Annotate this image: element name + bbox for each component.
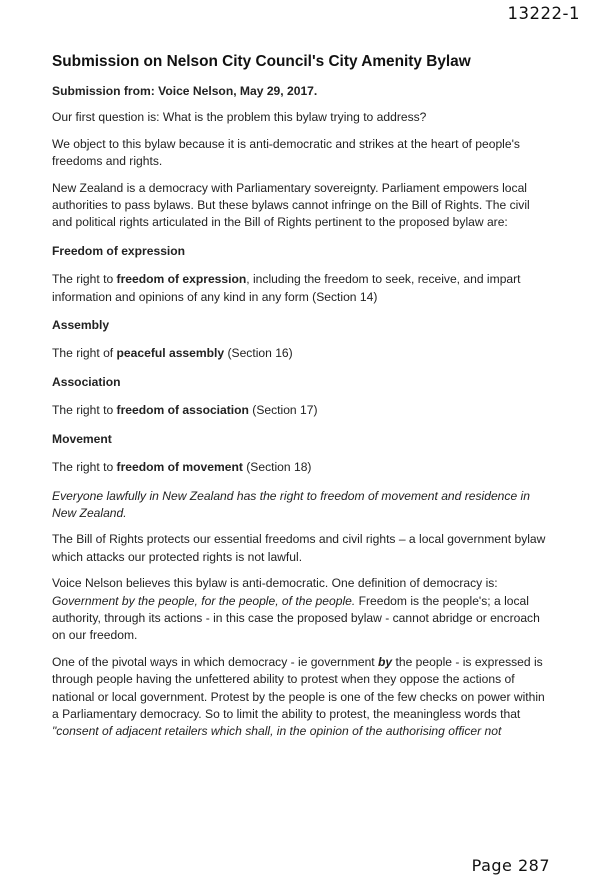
pivotal-text-mid: the people - is expressed is through people having the unfettered ability to protest when they oppose the actions of national or local government. Protest by the people is one of the few checks on power within a Parliamentary democracy. So to limit the ability to protest, the meaningless words that [52, 654, 545, 721]
paragraph-bill-of-rights: The Bill of Rights protects our essential freedoms and civil rights – a local government bylaw which attacks our protected rights is not lawful. [52, 532, 546, 564]
assembly-text-pre: The right of [52, 346, 117, 361]
paragraph-assembly [52, 345, 552, 362]
paragraph-association [52, 402, 552, 419]
pivotal-text-bolditalic [378, 655, 392, 669]
pivotal-text-pre: One of the pivotal ways in which democracy - ie government [52, 654, 379, 669]
association-text-bold: freedom of association [116, 403, 249, 418]
expression-text-post: , including the freedom to seek, receive, and impart information and opinions of any kind in any form (Section 14) [52, 272, 521, 304]
heading-movement: Movement [52, 431, 112, 446]
voice-text-pre: Voice Nelson believes this bylaw is anti-democratic. One definition of democracy is: [52, 576, 498, 591]
expression-text-pre: The right to [52, 272, 117, 287]
page-title: Submission on Nelson City Council's City Amenity Bylaw [52, 53, 471, 70]
document-body [52, 52, 552, 750]
heading-association: Association [52, 374, 121, 389]
association-text-pre: The right to [52, 403, 117, 418]
heading-freedom-of-expression: Freedom of expression [52, 243, 186, 258]
paragraph-quote [52, 488, 552, 523]
assembly-text-post: (Section 16) [224, 346, 293, 361]
paragraph-voice-nelson [52, 575, 552, 645]
movement-text-pre: The right to [52, 460, 117, 475]
document-number: 13222-1 [507, 4, 580, 23]
association-text-post: (Section 17) [248, 403, 318, 418]
movement-text-post: (Section 18) [242, 460, 312, 475]
assembly-text-bold: peaceful assembly [116, 346, 225, 361]
paragraph-first-question: Our first question is: What is the problem this bylaw trying to address? [52, 110, 427, 125]
paragraph-new-zealand: New Zealand is a democracy with Parliamentary sovereignty. Parliament empowers local authorities to pass bylaws. But these bylaws cannot infringe on the Bill of Rights. The civil and political rights articulated in the Bill of Rights pertinent to the proposed bylaw are: [52, 180, 530, 230]
pivotal-by-emphasis: by [378, 654, 393, 669]
voice-text-post: Freedom is the people's; a local authority, through its actions - in this case the proposed bylaw - cannot abridge or encroach on our freedom. [52, 593, 540, 643]
movement-text-bold: freedom of movement [116, 460, 243, 475]
quote-text: Everyone lawfully in New Zealand has the right to freedom of movement and residence in New Zealand. [52, 488, 530, 520]
paragraph-expression [52, 271, 552, 306]
page-number: Page 287 [471, 856, 550, 875]
pivotal-text-italic: "consent of adjacent retailers which shall, in the opinion of the authorising officer not [52, 724, 502, 739]
expression-text-bold: freedom of expression [116, 272, 247, 287]
paragraph-movement [52, 459, 552, 476]
voice-text-italic: Government by the people, for the people, of the people. [52, 593, 356, 608]
paragraph-objection: We object to this bylaw because it is anti-democratic and strikes at the heart of people's freedoms and rights. [52, 136, 520, 169]
paragraph-pivotal [52, 654, 552, 741]
submission-from: Submission from: Voice Nelson, May 29, 2017. [52, 84, 318, 98]
heading-assembly: Assembly [52, 318, 110, 333]
